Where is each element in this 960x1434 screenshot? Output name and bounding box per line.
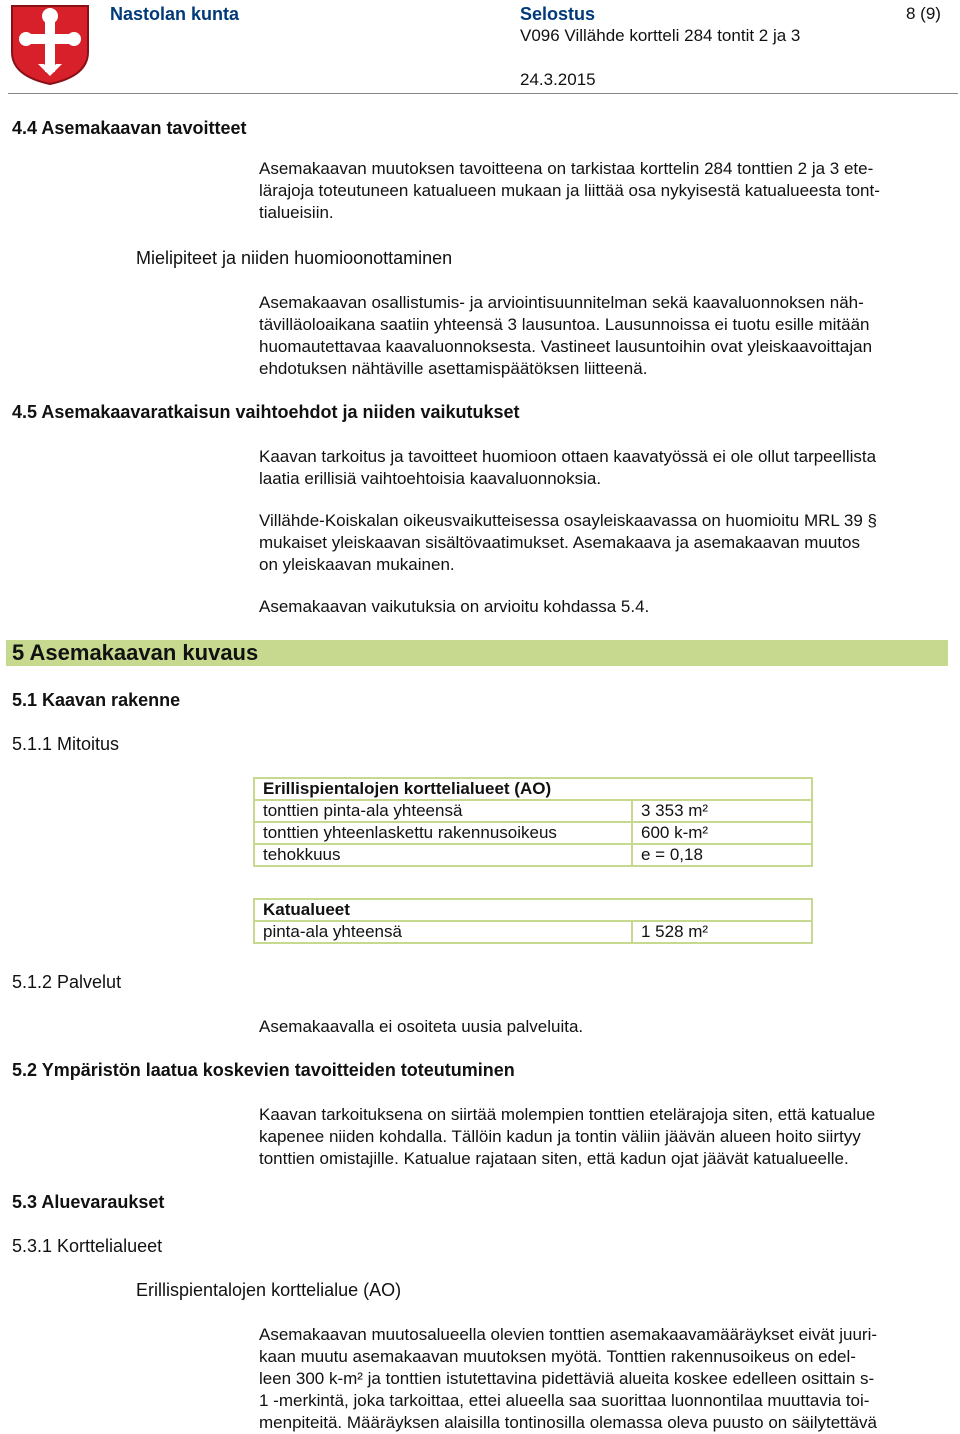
- document-type: Selostus: [520, 4, 596, 24]
- table-row: [254, 800, 812, 822]
- subheading-ao-block: Erillispientalojen korttelialue (AO): [136, 1280, 402, 1300]
- table-street-areas: [253, 898, 813, 944]
- row-value: 600 k-m²: [632, 822, 812, 844]
- row-label: pinta-ala yhteensä: [254, 921, 632, 943]
- municipality-name: Nastolan kunta: [110, 4, 240, 24]
- municipal-crest-logo: [10, 4, 90, 86]
- row-value: 3 353 m²: [632, 800, 812, 822]
- paragraph-master-plan: Villähde-Koiskalan oikeusvaikutteisessa osayleiskaavassa on huomioitu MRL 39 § mukaiset yleiskaavan sisältövaatimukset. Asemakaava ja asemakaavan muutos on yleiskaavan mukainen.: [259, 511, 878, 574]
- document-title: V096 Villähde kortteli 284 tontit 2 ja 3: [520, 26, 801, 45]
- paragraph-block-regulations: Asemakaavan muutosalueella olevien tonttien asemakaavamääräykset eivät juuri- kaan muutu asemakaavan muutoksen myötä. Tonttien rakennusoikeus on edel- leen 300 k-m² ja tonttien istutettavina pidettäviä alueita koskee edelleen osittain s- 1 -merkintä, joka tarkoittaa, ettei alueella saa suorittaa luonnontilaa muuttavia toi- menpiteitä. Määräyksen alaisilla tontinosilla olemassa oleva puusto on säilytettävä: [259, 1325, 878, 1432]
- table-row: [254, 844, 812, 866]
- paragraph-opinions: Asemakaavan osallistumis- ja arviointisuunnitelman sekä kaavaluonnoksen näh- tävilläoloaikana saatiin yhteensä 3 lausuntoa. Lausunnoissa ei tuotu esille mitään huomautettavaa kaavaluonnoksesta. Vastineet lausuntoihin ovat yleiskaavoittajan ehdotuksen nähtäville asettamispäätöksen liitteenä.: [259, 293, 873, 378]
- heading-4-4: 4.4 Asemakaavan tavoitteet: [12, 118, 247, 138]
- heading-5: 5 Asemakaavan kuvaus: [6, 640, 948, 666]
- row-value: e = 0,18: [632, 844, 812, 866]
- heading-5-1-1: 5.1.1 Mitoitus: [12, 734, 120, 754]
- table-row: [254, 822, 812, 844]
- paragraph-impacts: Asemakaavan vaikutuksia on arvioitu kohdassa 5.4.: [259, 597, 650, 616]
- heading-5-3: 5.3 Aluevaraukset: [12, 1192, 165, 1212]
- header-divider: [8, 93, 958, 94]
- heading-5-1-2: 5.1.2 Palvelut: [12, 972, 122, 992]
- row-label: tonttien pinta-ala yhteensä: [254, 800, 632, 822]
- table-row: [254, 921, 812, 943]
- subheading-opinions: Mielipiteet ja niiden huomioonottaminen: [136, 248, 453, 268]
- paragraph-services: Asemakaavalla ei osoiteta uusia palveluita.: [259, 1017, 584, 1036]
- table-title: Katualueet: [254, 899, 812, 921]
- heading-5-2: 5.2 Ympäristön laatua koskevien tavoitteiden toteutuminen: [12, 1060, 515, 1080]
- table-title: Erillispientalojen korttelialueet (AO): [254, 778, 812, 800]
- paragraph-environment: Kaavan tarkoituksena on siirtää molempien tonttien etelärajoja siten, että katualue kapenee niiden kohdalla. Tällöin kadun ja tontin väliin jäävän alueen hoito siirtyy tonttien omistajille. Katualue rajataan siten, että kadun ojat jäävät katualueelle.: [259, 1105, 876, 1168]
- paragraph-alternatives: Kaavan tarkoitus ja tavoitteet huomioon ottaen kaavatyössä ei ole ollut tarpeellista laatia erillisiä vaihtoehtoisia kaavaluonnoksia.: [259, 447, 877, 488]
- heading-5-1: 5.1 Kaavan rakenne: [12, 690, 181, 710]
- table-ao-dimensions: [253, 777, 813, 867]
- document-date: 24.3.2015: [520, 70, 596, 89]
- heading-4-5: 4.5 Asemakaavaratkaisun vaihtoehdot ja niiden vaikutukset: [12, 402, 520, 422]
- row-label: tehokkuus: [254, 844, 632, 866]
- heading-5-3-1: 5.3.1 Korttelialueet: [12, 1236, 163, 1256]
- page-number: 8 (9): [906, 4, 941, 23]
- paragraph-4-4-goals: Asemakaavan muutoksen tavoitteena on tarkistaa korttelin 284 tonttien 2 ja 3 ete- lärajoja toteutuneen katualueen mukaan ja liittää osa nykyisestä katualueesta tont- tialueisiin.: [259, 159, 880, 222]
- row-value: 1 528 m²: [632, 921, 812, 943]
- row-label: tonttien yhteenlaskettu rakennusoikeus: [254, 822, 632, 844]
